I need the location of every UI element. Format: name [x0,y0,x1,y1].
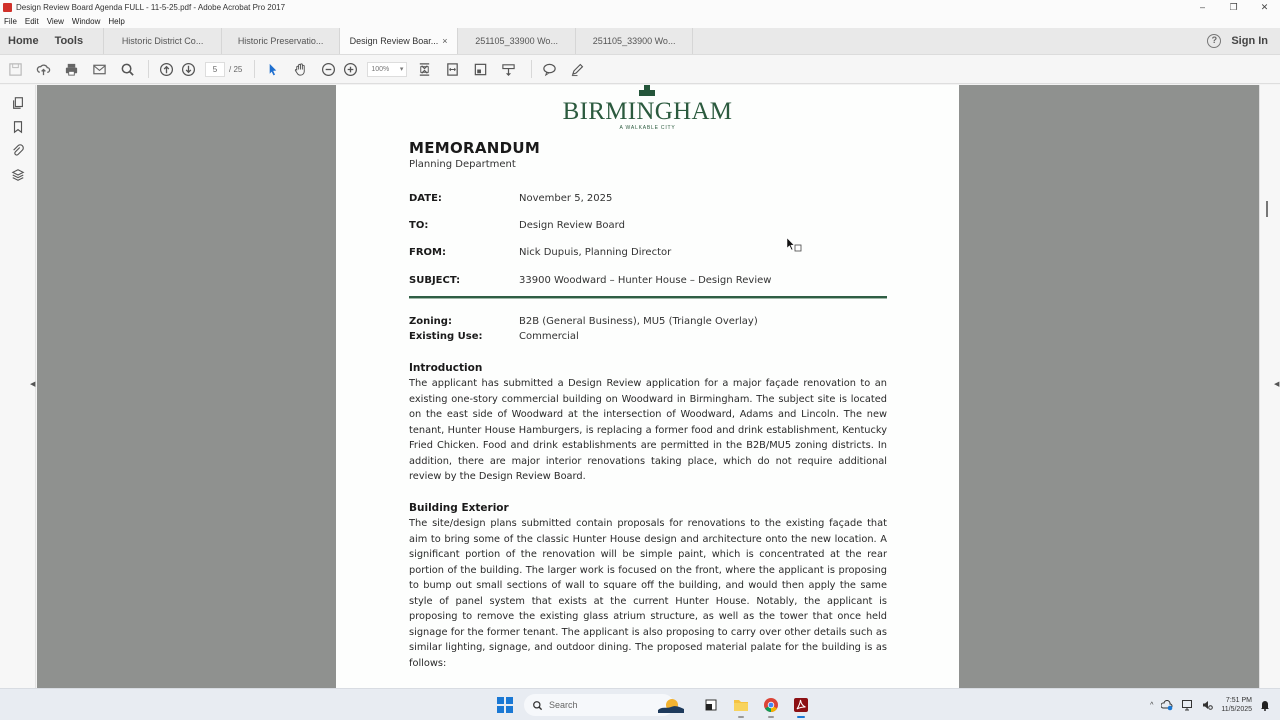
scroll-mode-icon[interactable] [497,59,519,79]
tab-label: 251105_33900 Wo... [475,36,558,46]
memo-department: Planning Department [409,159,516,170]
doc-tab-design-review[interactable] [339,28,457,54]
chrome-icon[interactable] [760,694,782,716]
print-icon[interactable] [60,59,82,79]
tab-label: Historic District Co... [121,36,204,46]
from-label: FROM: [409,247,446,258]
next-page-icon[interactable] [177,59,199,79]
volume-icon[interactable] [1201,699,1213,711]
onedrive-sync-icon[interactable] [1161,699,1173,711]
chevron-down-icon: ▾ [399,66,404,73]
expand-left-pane-icon[interactable]: ◀ [30,381,36,388]
attachments-icon[interactable] [0,139,36,163]
taskbar-search-box[interactable] [524,694,674,716]
tab-home[interactable]: Home [8,35,39,47]
pdf-page [336,85,959,688]
start-button[interactable] [494,694,516,716]
page-navigator [205,62,242,77]
tab-label: Design Review Boar... [349,36,439,46]
toolbar [0,55,1280,84]
close-tab-icon[interactable]: × [442,36,448,46]
vertical-scrollbar-thumb[interactable] [1266,201,1268,217]
maximize-button[interactable]: ❐ [1229,2,1238,12]
zoning-value: B2B (General Business), MU5 (Triangle Overlay) [519,316,758,327]
fit-width-icon[interactable] [441,59,463,79]
close-button[interactable]: ✕ [1260,2,1269,12]
tab-label: 251105_33900 Wo... [592,36,676,46]
comment-icon[interactable] [538,59,560,79]
memo-title: MEMORANDUM [409,139,541,157]
save-icon[interactable] [4,59,26,79]
windows-taskbar [0,688,1280,720]
logo-name: BIRMINGHAM [562,98,733,125]
left-navigation-pane [0,85,36,688]
acrobat-app-icon [3,3,12,12]
subject-label: SUBJECT: [409,275,461,286]
from-value: Nick Dupuis, Planning Director [519,247,672,258]
to-value: Design Review Board [519,220,625,231]
introduction-paragraph: The applicant has submitted a Design Review application for a major façade renovation to an existing one-story commercial building on Woodward in Birmingham. The subject site is located on the east side of Woodward at the intersection of Woodward, Adams and Lincoln. The new tenant, Hunter House Hamburgers, is replacing a former food and drink establishment, Kentucky Fried Chicken. Food and drink establishments are permitted in the B2B/MU5 zoning districts. In addition, there are major interior renovations taking place, which do not require additional review by the Design Review Board. [409,378,887,482]
logo-tagline: A WALKABLE CITY [619,125,676,131]
page-thumbnails-icon[interactable] [0,91,36,115]
zoom-out-icon[interactable] [317,59,339,79]
existing-use-label: Existing Use: [409,331,483,342]
menu-file[interactable]: File [4,17,17,26]
menu-window[interactable]: Window [71,17,101,26]
building-exterior-paragraph: The site/design plans submitted contain proposals for renovations to the existing façade that aim to bring some of the classic Hunter House design and architecture onto the new location. A significant portion of the renovation will be simple paint, which is concentrated at the rear portion of the building. The larger work is focused on the front, where the applicant is proposing to bump out small sections of wall to square off the building, and would then apply the same style of panel system that exists at the current Hunter House. Notably, the applicant is proposing to remove the existing glass atrium structure, as well as the tower that once held signage for the former tenant. The applicant is also proposing to carry over other details such as similar lighting, signage, and outdoor dining. The proposed material palate for the building is as follows: [409,518,887,669]
select-arrow-icon[interactable] [261,59,283,79]
show-hidden-icons-icon[interactable]: ^ [1150,701,1154,709]
to-label: TO: [409,220,429,231]
task-view-icon[interactable] [700,694,722,716]
right-pane [1259,85,1280,688]
file-explorer-icon[interactable] [730,694,752,716]
doc-tab-historic-preservation[interactable] [221,28,339,54]
network-monitor-icon[interactable] [1181,699,1193,711]
pen-sign-icon[interactable] [566,59,588,79]
fit-page-icon[interactable] [413,59,435,79]
notification-bell-icon[interactable] [1260,699,1270,711]
weather-widget-icon[interactable] [658,697,684,713]
minimize-button[interactable]: – [1199,2,1205,12]
sign-in-button[interactable]: Sign In [1231,35,1268,47]
zoning-label: Zoning: [409,316,452,327]
date-value: November 5, 2025 [519,193,613,204]
subject-value: 33900 Woodward – Hunter House – Design Review [519,275,772,286]
header-divider [409,296,887,299]
zoom-in-icon[interactable] [339,59,361,79]
system-clock[interactable] [1221,696,1252,714]
menu-help[interactable]: Help [108,17,125,26]
mouse-cursor-icon [786,238,804,257]
window-title: Design Review Board Agenda FULL - 11-5-25.pdf - Adobe Acrobat Pro 2017 [16,3,286,12]
menu-edit[interactable]: Edit [24,17,39,26]
hand-tool-icon[interactable] [289,59,311,79]
upload-cloud-icon[interactable] [32,59,54,79]
full-screen-icon[interactable] [469,59,491,79]
date-label: DATE: [409,193,442,204]
window-controls [1187,0,1280,15]
doc-tab-251105-b[interactable] [575,28,693,54]
tower-logo-icon [639,85,655,97]
building-exterior-heading: Building Exterior [409,502,509,514]
tab-bar [0,28,1280,55]
zoom-value: 100% [371,65,390,73]
doc-tab-historic-district[interactable] [103,28,221,54]
clock-time: 7:51 PM [1225,697,1252,704]
doc-tab-251105-a[interactable] [457,28,575,54]
existing-use-value: Commercial [519,331,579,342]
expand-right-pane-icon[interactable]: ◀ [1274,381,1280,388]
page-number-input[interactable]: 5 [205,62,225,77]
layers-icon[interactable] [0,163,36,187]
introduction-heading: Introduction [409,362,483,374]
tab-tools[interactable]: Tools [54,35,84,47]
email-icon[interactable] [88,59,110,79]
menu-view[interactable]: View [46,17,64,26]
taskbar-search-placeholder: Search [549,700,578,710]
help-icon[interactable]: ? [1207,34,1221,48]
clock-date: 11/5/2025 [1221,706,1252,713]
search-icon [532,700,543,711]
page-total: / 25 [229,64,243,74]
menu-bar [0,15,1280,28]
zoom-level-select[interactable] [367,62,407,77]
bookmarks-icon[interactable] [0,115,36,139]
title-bar [0,0,1280,15]
acrobat-taskbar-icon[interactable] [790,694,812,716]
system-tray [1150,693,1270,717]
document-canvas[interactable] [37,85,1259,688]
search-icon[interactable] [116,59,138,79]
tab-label: Historic Preservatio... [237,36,324,46]
windows-logo-icon [497,697,513,713]
previous-page-icon[interactable] [155,59,177,79]
